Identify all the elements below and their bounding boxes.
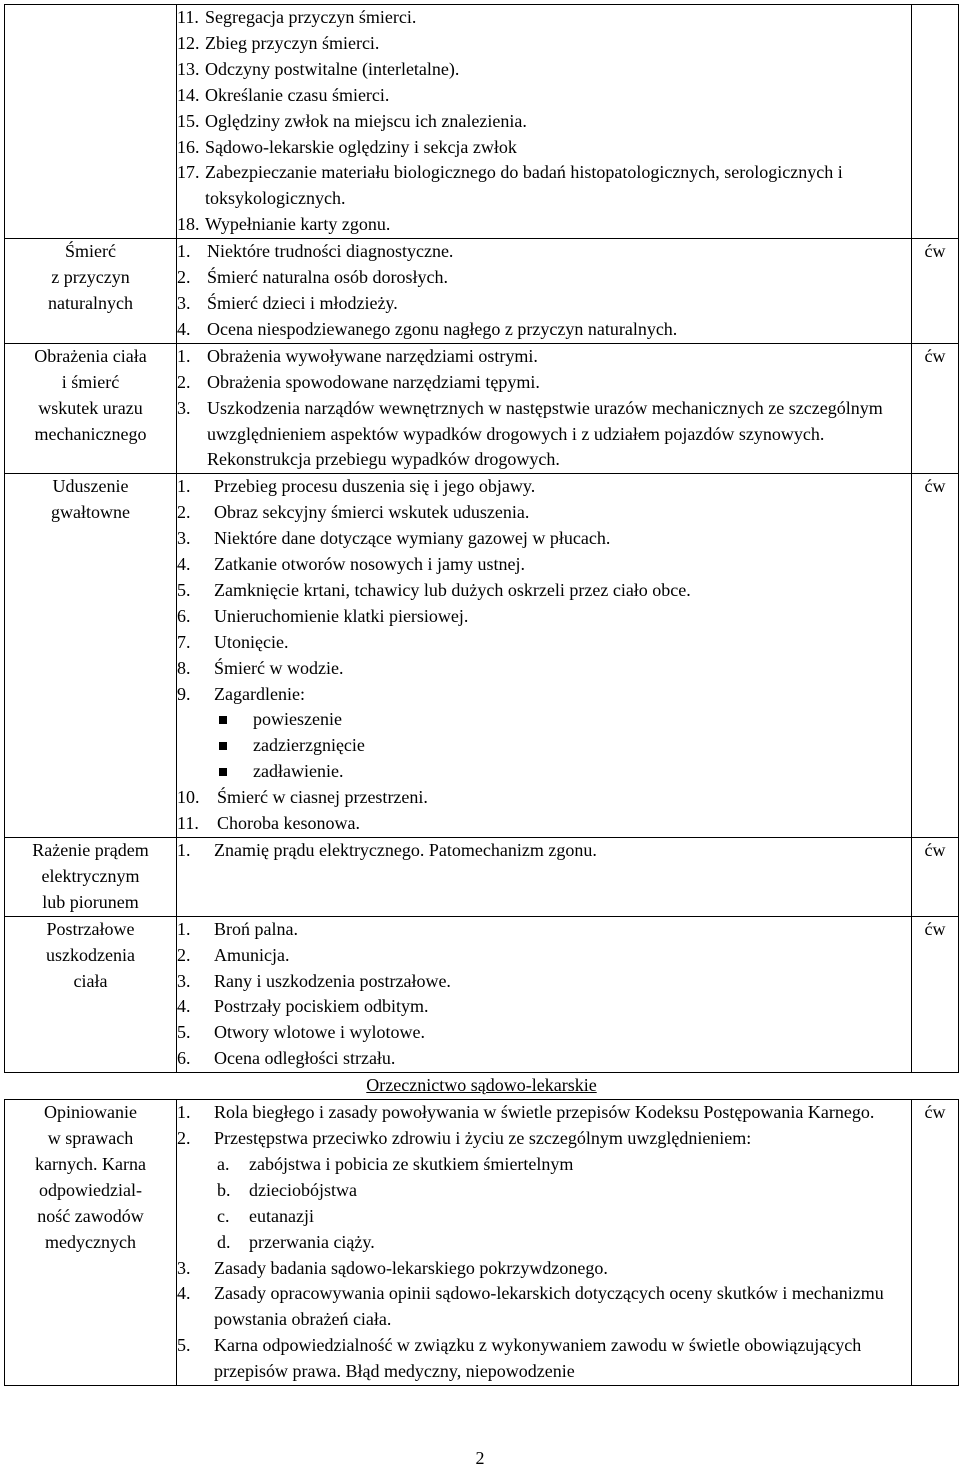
- item-number: 5.: [177, 579, 191, 600]
- section-title: Orzecznictwo sądowo-lekarskie: [366, 1075, 597, 1096]
- item-number: 10.: [177, 787, 200, 808]
- sub-item: [177, 1230, 911, 1256]
- topic-line: Opiniowanie: [44, 1102, 137, 1123]
- list-item: [177, 785, 911, 811]
- list-item: [177, 109, 911, 135]
- item-number: 3.: [177, 1257, 191, 1278]
- list-item: [177, 969, 911, 995]
- table-row: [5, 239, 959, 344]
- class-form-label: ćw: [924, 1102, 946, 1123]
- item-number: 1.: [177, 345, 191, 366]
- item-number: 2.: [177, 1127, 191, 1148]
- topic-line: karnych. Karna: [35, 1153, 146, 1174]
- item-number: 6.: [177, 605, 191, 626]
- item-text: Broń palna.: [214, 918, 298, 939]
- sub-item-text: zabójstwa i pobicia ze skutkiem śmiertelnym: [249, 1153, 574, 1174]
- topic-line: mechanicznego: [34, 423, 147, 444]
- syllabus-table: [4, 4, 959, 1386]
- item-number: 3.: [177, 397, 191, 418]
- item-number: 3.: [177, 292, 191, 313]
- list-item: [177, 500, 911, 526]
- item-number: 6.: [177, 1048, 191, 1069]
- form-cell: [912, 474, 959, 838]
- page-number: 2: [475, 1448, 485, 1468]
- sub-item-letter: b.: [217, 1179, 231, 1200]
- item-text: Choroba kesonowa.: [217, 813, 360, 834]
- bullet-item: [177, 733, 911, 759]
- item-number: 16.: [177, 136, 200, 157]
- item-number: 7.: [177, 631, 191, 652]
- item-number: 5.: [177, 1022, 191, 1043]
- item-text: Obraz sekcyjny śmierci wskutek uduszenia.: [214, 502, 530, 523]
- topic-cell: [5, 239, 177, 344]
- sub-item: [177, 1204, 911, 1230]
- list-item: [177, 474, 911, 500]
- sub-item: [177, 1152, 911, 1178]
- topic-line: uszkodzenia: [46, 944, 135, 965]
- class-form-label: ćw: [924, 918, 946, 939]
- item-number: 3.: [177, 528, 191, 549]
- list-item: [177, 1046, 911, 1072]
- item-number: 2.: [177, 944, 191, 965]
- topic-line: w sprawach: [47, 1127, 134, 1148]
- item-text: Określanie czasu śmierci.: [205, 84, 390, 105]
- item-number: 2.: [177, 502, 191, 523]
- item-number: 15.: [177, 110, 200, 131]
- item-text: Przestępstwa przeciwko zdrowiu i życiu ze szczególnym uwzględnieniem:: [214, 1127, 752, 1148]
- item-text: Obrażenia spowodowane narzędziami tępymi.: [207, 371, 540, 392]
- item-text: Amunicja.: [214, 944, 290, 965]
- item-text: Ocena odległości strzału.: [214, 1048, 396, 1069]
- section-header-row: [5, 1073, 959, 1100]
- list-item: [177, 344, 911, 370]
- bullet-item: [177, 707, 911, 733]
- class-form-label: ćw: [924, 476, 946, 497]
- item-text: Niektóre trudności diagnostyczne.: [207, 241, 454, 262]
- topic-cell: [5, 343, 177, 474]
- content-cell: [177, 916, 912, 1072]
- list-item: [177, 604, 911, 630]
- item-number: 4.: [177, 318, 191, 339]
- item-text: Wypełnianie karty zgonu.: [205, 214, 391, 235]
- topic-line: Śmierć: [65, 241, 116, 262]
- topic-cell: [5, 838, 177, 917]
- item-text: Karna odpowiedzialność w związku z wykonywaniem zawodu w świetle obowiązujących przepisów prawa. Błąd medyczny, niepowodzenie: [214, 1335, 862, 1382]
- item-text: Niektóre dane dotyczące wymiany gazowej w płucach.: [214, 528, 611, 549]
- list-item: [177, 1126, 911, 1152]
- bullet-text: powieszenie: [253, 709, 342, 730]
- item-text: Postrzały pociskiem odbitym.: [214, 996, 429, 1017]
- list-item: [177, 317, 911, 343]
- list-item: [177, 212, 911, 238]
- item-text: Zasady opracowywania opinii sądowo-lekarskich dotyczących oceny skutków i mechanizmu powstania obrażeń ciała.: [214, 1283, 884, 1330]
- list-item: [177, 917, 911, 943]
- item-text: Otwory wlotowe i wylotowe.: [214, 1022, 425, 1043]
- table-row: [5, 838, 959, 917]
- list-item: [177, 265, 911, 291]
- item-text: Śmierć naturalna osób dorosłych.: [207, 267, 448, 288]
- section-header-cell: [5, 1073, 959, 1100]
- list-item: [177, 160, 911, 212]
- item-text: Śmierć w ciasnej przestrzeni.: [217, 787, 428, 808]
- bullet-square-icon: [217, 733, 253, 759]
- form-cell: [912, 838, 959, 917]
- table-row: [5, 1100, 959, 1386]
- bullet-text: zadławienie.: [253, 761, 344, 782]
- item-text: Zagardlenie:: [214, 683, 305, 704]
- table-row: [5, 343, 959, 474]
- item-text: Śmierć dzieci i młodzieży.: [207, 292, 398, 313]
- item-text: Znamię prądu elektrycznego. Patomechanizm zgonu.: [214, 840, 597, 860]
- topic-line: elektrycznym: [41, 865, 140, 886]
- sub-item-letter: a.: [217, 1153, 230, 1174]
- list-item: [177, 5, 911, 31]
- topic-line: Obrażenia ciała: [34, 345, 147, 366]
- item-number: 12.: [177, 32, 200, 53]
- item-text: Segregacja przyczyn śmierci.: [205, 7, 417, 27]
- content-cell: [177, 5, 912, 239]
- sub-item-text: przerwania ciąży.: [249, 1231, 375, 1252]
- item-text: Rany i uszkodzenia postrzałowe.: [214, 970, 451, 991]
- item-number: 8.: [177, 657, 191, 678]
- item-text: Ocena niespodziewanego zgonu nagłego z przyczyn naturalnych.: [207, 318, 678, 339]
- topic-cell: [5, 5, 177, 239]
- topic-line: naturalnych: [48, 292, 133, 313]
- list-item: [177, 526, 911, 552]
- list-item: [177, 396, 911, 474]
- list-item: [177, 31, 911, 57]
- topic-line: lub piorunem: [42, 891, 139, 912]
- list-item: [177, 370, 911, 396]
- topic-cell: [5, 474, 177, 838]
- item-number: 5.: [177, 1335, 191, 1356]
- form-cell: [912, 916, 959, 1072]
- list-item: [177, 57, 911, 83]
- bullet-square-icon: [219, 742, 227, 750]
- bullet-text: zadzierzgnięcie: [253, 735, 365, 756]
- topic-line: ciała: [73, 970, 108, 991]
- item-number: 4.: [177, 1283, 191, 1304]
- item-number: 1.: [177, 476, 191, 497]
- item-number: 11.: [177, 813, 199, 834]
- topic-line: z przyczyn: [51, 267, 130, 288]
- item-number: 4.: [177, 554, 191, 575]
- bullet-square-icon: [219, 716, 227, 724]
- list-item: [177, 578, 911, 604]
- content-cell: [177, 343, 912, 474]
- item-number: 14.: [177, 84, 200, 105]
- topic-cell: [5, 1100, 177, 1386]
- item-text: Zatkanie otworów nosowych i jamy ustnej.: [214, 554, 525, 575]
- item-number: 18.: [177, 214, 200, 235]
- item-text: Uszkodzenia narządów wewnętrznych w następstwie urazów mechanicznych ze szczególnym uwzględnieniem aspektów wypadków drogowych i z udziałem pojazdów szynowych. Rekonstrukcja przebiegu wypadków drogowych.: [207, 397, 883, 470]
- item-text: Przebieg procesu duszenia się i jego objawy.: [214, 476, 536, 497]
- form-cell: [912, 5, 959, 239]
- list-item: [177, 135, 911, 161]
- item-number: 11.: [177, 7, 199, 27]
- list-item: [177, 291, 911, 317]
- bullet-square-icon: [219, 768, 227, 776]
- item-number: 4.: [177, 996, 191, 1017]
- list-item: [177, 656, 911, 682]
- content-cell: [177, 1100, 912, 1386]
- topic-line: Rażenie prądem: [32, 840, 149, 860]
- topic-line: ność zawodów: [37, 1205, 144, 1226]
- topic-line: medycznych: [45, 1231, 136, 1252]
- item-text: Zasady badania sądowo-lekarskiego pokrzywdzonego.: [214, 1257, 608, 1278]
- form-cell: [912, 239, 959, 344]
- list-item: [177, 811, 911, 837]
- content-cell: [177, 838, 912, 917]
- list-item: [177, 1020, 911, 1046]
- form-cell: [912, 343, 959, 474]
- content-cell: [177, 239, 912, 344]
- item-number: 17.: [177, 162, 200, 183]
- sub-item-text: dzieciobójstwa: [249, 1179, 357, 1200]
- item-number: 9.: [177, 683, 191, 704]
- item-number: 1.: [177, 1102, 191, 1123]
- topic-line: i śmierć: [61, 371, 120, 392]
- list-item: [177, 838, 911, 864]
- list-item: [177, 682, 911, 708]
- topic-line: gwałtowne: [51, 502, 130, 523]
- item-text: Zamknięcie krtani, tchawicy lub dużych oskrzeli przez ciało obce.: [214, 579, 691, 600]
- list-item: [177, 1281, 911, 1333]
- list-item: [177, 1256, 911, 1282]
- bullet-square-icon: [217, 759, 253, 785]
- list-item: [177, 239, 911, 265]
- list-item: [177, 1333, 911, 1385]
- table-row: [5, 5, 959, 239]
- item-number: 13.: [177, 58, 200, 79]
- syllabus-table-body: [5, 5, 959, 1386]
- item-text: Zbieg przyczyn śmierci.: [205, 32, 380, 53]
- sub-item-letter: c.: [217, 1205, 230, 1226]
- item-text: Odczyny postwitalne (interletalne).: [205, 58, 460, 79]
- form-cell: [912, 1100, 959, 1386]
- topic-line: odpowiedzial-: [39, 1179, 142, 1200]
- item-number: 1.: [177, 840, 191, 860]
- item-number: 2.: [177, 371, 191, 392]
- table-row: [5, 916, 959, 1072]
- bullet-square-icon: [217, 707, 253, 733]
- list-item: [177, 630, 911, 656]
- sub-item: [177, 1178, 911, 1204]
- bullet-item: [177, 759, 911, 785]
- class-form-label: ćw: [924, 840, 946, 860]
- item-number: 1.: [177, 241, 191, 262]
- content-cell: [177, 474, 912, 838]
- item-text: Unieruchomienie klatki piersiowej.: [214, 605, 469, 626]
- item-text: Zabezpieczanie materiału biologicznego do badań histopatologicznych, serologicznych i toksykologicznych.: [205, 162, 843, 209]
- sub-item-text: eutanazji: [249, 1205, 314, 1226]
- item-number: 2.: [177, 267, 191, 288]
- list-item: [177, 552, 911, 578]
- item-number: 3.: [177, 970, 191, 991]
- topic-cell: [5, 916, 177, 1072]
- table-row: [5, 474, 959, 838]
- item-text: Oględziny zwłok na miejscu ich znalezienia.: [205, 110, 527, 131]
- item-text: Utonięcie.: [214, 631, 289, 652]
- list-item: [177, 1100, 911, 1126]
- class-form-label: ćw: [924, 345, 946, 366]
- list-item: [177, 943, 911, 969]
- class-form-label: ćw: [924, 241, 946, 262]
- list-item: [177, 83, 911, 109]
- item-number: 1.: [177, 918, 191, 939]
- list-item: [177, 994, 911, 1020]
- topic-line: Postrzałowe: [46, 918, 135, 939]
- item-text: Obrażenia wywoływane narzędziami ostrymi.: [207, 345, 538, 366]
- topic-line: wskutek urazu: [38, 397, 143, 418]
- item-text: Rola biegłego i zasady powoływania w świetle przepisów Kodeksu Postępowania Karnego.: [214, 1102, 875, 1123]
- topic-line: Uduszenie: [52, 476, 129, 497]
- sub-item-letter: d.: [217, 1231, 231, 1252]
- item-text: Śmierć w wodzie.: [214, 657, 344, 678]
- item-text: Sądowo-lekarskie oględziny i sekcja zwłok: [205, 136, 517, 157]
